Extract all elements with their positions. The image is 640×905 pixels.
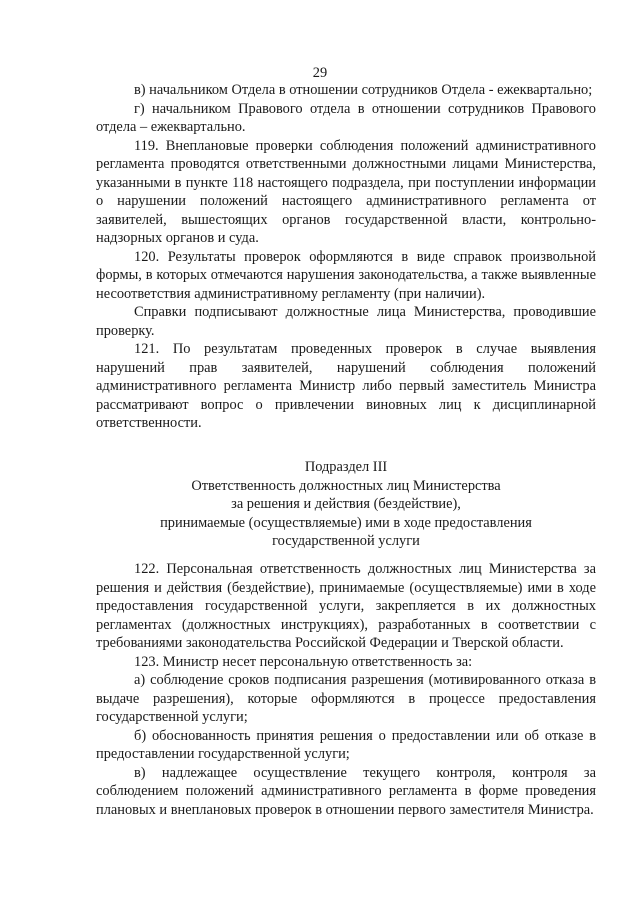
page-number: 29: [312, 65, 328, 81]
paragraph-123: 123. Министр несет персональную ответственность за:: [134, 653, 473, 670]
paragraph-123-b: б) обоснованность принятия решения о предоставлении или об отказе в предоставлении государственной услуги;: [96, 727, 596, 762]
paragraph-121: 121. По результатам проведенных проверок в случае выявления нарушений прав заявителей, нарушений соблюдения положений административного регламента Министр либо первый заместитель Министра рассматривают вопрос о привлечении виновных лиц к дисциплинарной ответственности.: [96, 341, 596, 431]
paragraph-v: в) начальником Отдела в отношении сотрудников Отдела - ежеквартально;: [134, 82, 593, 98]
document-body-top: [96, 81, 596, 433]
section-title-line: принимаемые (осуществляемые) ими в ходе предоставления: [160, 514, 532, 531]
paragraph-120: 120. Результаты проверок оформляются в виде справок произвольной формы, в которых отмечаются нарушения законодательства, а также выявленные несоответствия административному регламенту (при наличии).: [96, 248, 596, 302]
paragraph-g: г) начальником Правового отдела в отношении сотрудников Правового отдела – ежеквартально.: [96, 100, 596, 135]
paragraph-123-a: а) соблюдение сроков подписания разрешения (мотивированного отказа в выдаче разрешения), которые оформляются в процессе предоставления государственной услуги;: [96, 672, 596, 725]
document-body-bottom: [96, 560, 596, 819]
paragraph-123-v: в) надлежащее осуществление текущего контроля, контроля за соблюдением положений административного регламента в форме проведения плановых и внеплановых проверок в отношении первого заместителя Министра.: [96, 764, 596, 818]
paragraph-122: 122. Персональная ответственность должностных лиц Министерства за решения и действия (бездействие), принимаемые (осуществляемые) ими в ходе предоставления государственной услуги, закрепляется в их должностных регламентах (должностных инструкциях), разработанных в соответствии с требованиями законодательства Российской Федерации и Тверской области.: [96, 561, 596, 651]
section-title-line: Ответственность должностных лиц Министерства: [191, 477, 501, 494]
section-title-line: государственной услуги: [272, 533, 420, 549]
section-label: Подраздел III: [304, 459, 388, 475]
section-title-line: за решения и действия (бездействие),: [231, 496, 461, 512]
paragraph-119: 119. Внеплановые проверки соблюдения положений административного регламента проводятся ответственными должностными лицами Министерства, указанными в пункте 118 настоящего подраздела, при поступлении информации о нарушении положений настоящего административного регламента от заявителей, вышестоящих органов государственной власти, контрольно-надзорных органов и суда.: [96, 137, 596, 246]
section-heading: [96, 458, 596, 551]
paragraph-spravki: Справки подписывают должностные лица Министерства, проводившие проверку.: [96, 304, 596, 339]
